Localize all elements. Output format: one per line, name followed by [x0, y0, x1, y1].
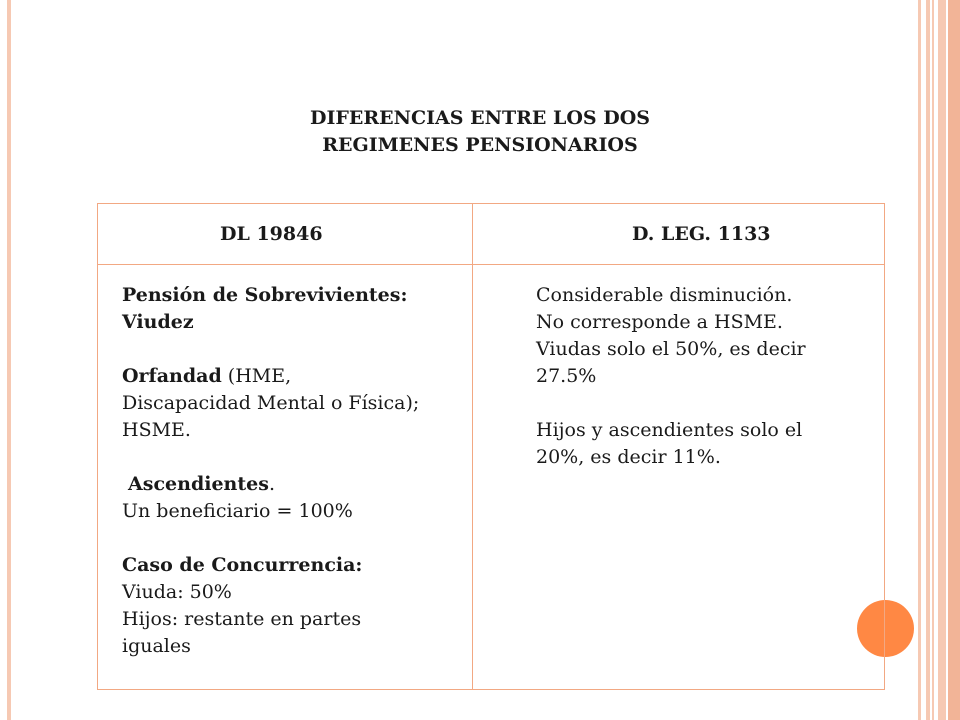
sobrevivientes-label: Pensión de Sobrevivientes: [122, 284, 408, 306]
viudez-label: Viudez [122, 311, 194, 333]
hijos-line2: iguales [122, 635, 191, 657]
right-decorative-stripe [948, 0, 960, 720]
slide-title-line1: DIFERENCIAS ENTRE LOS DOS [310, 107, 650, 129]
ascendientes-dot: . [268, 473, 275, 495]
cell-dl-19846 [122, 282, 467, 660]
un-beneficiario: Un beneficiario = 100% [122, 500, 353, 522]
ascendientes-label: Ascendientes [128, 473, 269, 495]
right-line5: Hijos y ascendientes solo el [536, 419, 803, 441]
slide-title-line2: REGIMENES PENSIONARIOS [322, 134, 638, 156]
column-divider [472, 204, 473, 689]
slide-title [180, 105, 780, 159]
ascendientes-line [122, 471, 467, 498]
orfandad-line [122, 363, 467, 390]
hijos-line1: Hijos: restante en partes [122, 608, 362, 630]
concurrencia-label: Caso de Concurrencia: [122, 554, 363, 576]
right-line4: 27.5% [536, 365, 597, 387]
cell-d-leg-1133 [536, 282, 866, 471]
right-line2: No corresponde a HSME. [536, 311, 783, 333]
right-decorative-stripe [926, 0, 930, 720]
comparison-table [97, 203, 885, 690]
orfandad-line3: HSME. [122, 419, 191, 441]
right-line1: Considerable disminución. [536, 284, 793, 306]
right-decorative-stripe [932, 0, 934, 720]
header-dl-19846: DL 19846 [220, 223, 323, 245]
orfandad-label: Orfandad [122, 365, 222, 387]
right-line6: 20%, es decir 11%. [536, 446, 721, 468]
orfandad-text: (HME, [221, 365, 292, 387]
orfandad-line2: Discapacidad Mental o Física); [122, 392, 420, 414]
right-decorative-stripe [918, 0, 921, 720]
viuda-share: Viuda: 50% [122, 581, 232, 603]
header-d-leg-1133: D. LEG. 1133 [632, 223, 771, 245]
right-line3: Viudas solo el 50%, es decir [536, 338, 806, 360]
left-decorative-stripe [7, 0, 11, 720]
right-decorative-stripe [938, 0, 946, 720]
header-divider [98, 264, 884, 265]
